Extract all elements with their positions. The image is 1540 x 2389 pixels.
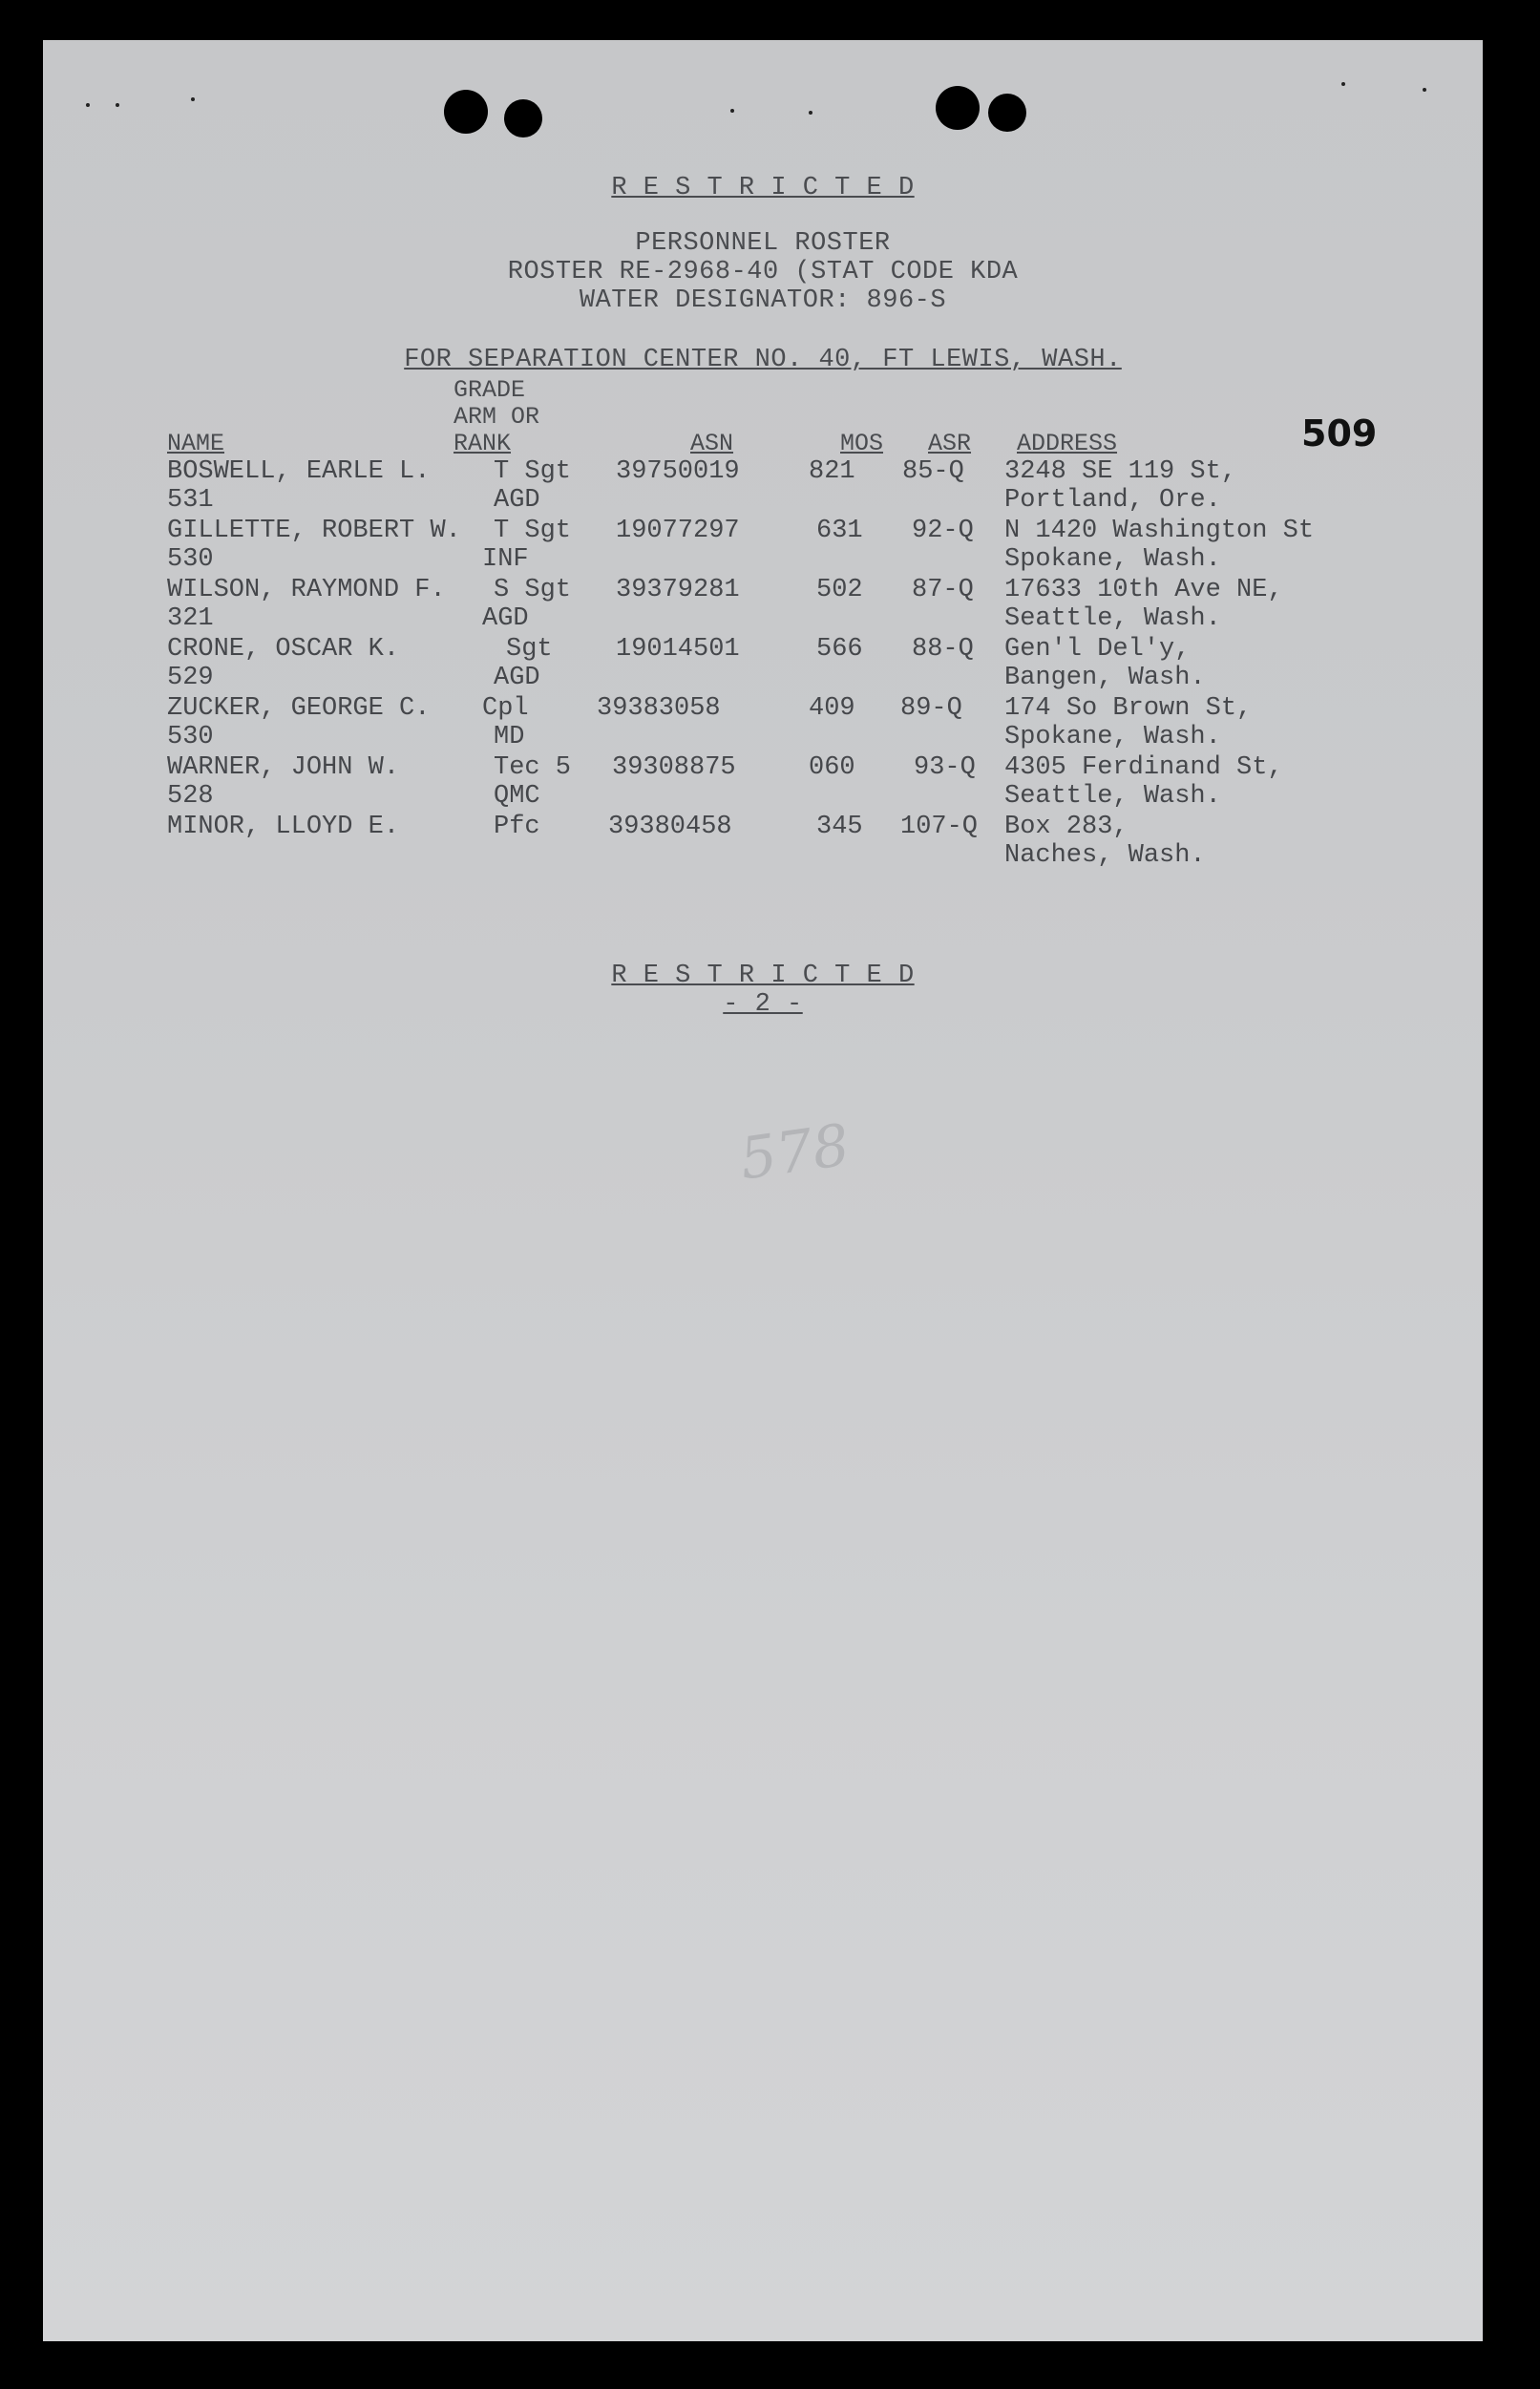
cell-sub: 530 [167, 723, 214, 751]
col-name: NAME [167, 430, 225, 457]
cell-arm: AGD [494, 664, 540, 692]
cell-asn: 39383058 [597, 694, 721, 723]
page-stamp-number: 509 [1301, 412, 1378, 455]
cell-rank: Sgt [506, 635, 553, 664]
cell-sub: 530 [167, 545, 214, 574]
cell-name: ZUCKER, GEORGE C. [167, 694, 431, 723]
table-row [43, 813, 1483, 872]
punch-hole-left-2 [504, 99, 542, 137]
cell-address-2: Bangen, Wash. [1004, 664, 1206, 692]
cell-name: GILLETTE, ROBERT W. [167, 517, 461, 545]
cell-mos: 409 [809, 694, 855, 723]
cell-rank: Tec 5 [494, 753, 572, 782]
cell-address-2: Portland, Ore. [1004, 486, 1221, 515]
speck [86, 103, 90, 107]
cell-address-1: Gen'l Del'y, [1004, 635, 1191, 664]
cell-address-1: 174 So Brown St, [1004, 694, 1253, 723]
cell-arm: MD [494, 723, 525, 751]
roster-code: ROSTER RE-2968-40 (STAT CODE KDA [507, 258, 1019, 286]
cell-asn: 39750019 [616, 457, 740, 486]
table-row [43, 753, 1483, 813]
cell-rank: S Sgt [494, 576, 572, 604]
cell-arm: QMC [494, 782, 540, 811]
cell-address-2: Seattle, Wash. [1004, 604, 1221, 633]
cell-mos: 060 [809, 753, 855, 782]
speck [1423, 88, 1426, 92]
page-number: - 2 - [723, 990, 803, 1019]
cell-sub: 529 [167, 664, 214, 692]
cell-sub: 321 [167, 604, 214, 633]
cell-asn: 39380458 [608, 813, 732, 841]
table-row [43, 457, 1483, 517]
cell-address-2: Naches, Wash. [1004, 841, 1206, 870]
table-row [43, 576, 1483, 635]
col-address: ADDRESS [1017, 430, 1118, 457]
table-row [43, 694, 1483, 753]
cell-address-1: 17633 10th Ave NE, [1004, 576, 1283, 604]
roster-title: PERSONNEL ROSTER [635, 229, 891, 258]
cell-address-1: 4305 Ferdinand St, [1004, 753, 1283, 782]
table-row [43, 635, 1483, 694]
col-grade-2: ARM OR [454, 403, 540, 431]
cell-asn: 39379281 [616, 576, 740, 604]
cell-asn: 39308875 [612, 753, 736, 782]
restricted-heading-top: R E S T R I C T E D [611, 174, 915, 202]
cell-address-2: Spokane, Wash. [1004, 723, 1221, 751]
punch-hole-right-1 [936, 86, 980, 130]
speck [730, 109, 734, 113]
speck [1341, 82, 1345, 86]
speck [116, 103, 119, 107]
cell-mos: 631 [816, 517, 863, 545]
cell-asr: 107-Q [900, 813, 979, 841]
col-grade-3: RANK [454, 430, 512, 457]
cell-asr: 87-Q [912, 576, 974, 604]
col-asn: ASN [690, 430, 734, 457]
col-mos: MOS [840, 430, 884, 457]
separation-center: FOR SEPARATION CENTER NO. 40, FT LEWIS, WASH. [404, 346, 1122, 374]
col-asr: ASR [928, 430, 972, 457]
speck [809, 111, 812, 115]
cell-name: WILSON, RAYMOND F. [167, 576, 446, 604]
cell-arm: AGD [482, 604, 529, 633]
cell-rank: T Sgt [494, 457, 572, 486]
cell-asr: 88-Q [912, 635, 974, 664]
cell-asn: 19014501 [616, 635, 740, 664]
cell-arm: AGD [494, 486, 540, 515]
cell-asr: 85-Q [902, 457, 964, 486]
cell-asr: 89-Q [900, 694, 962, 723]
cell-sub: 531 [167, 486, 214, 515]
cell-arm: INF [482, 545, 529, 574]
table-row [43, 517, 1483, 576]
cell-mos: 345 [816, 813, 863, 841]
cell-address-2: Spokane, Wash. [1004, 545, 1221, 574]
cell-sub: 528 [167, 782, 214, 811]
cell-mos: 821 [809, 457, 855, 486]
punch-hole-right-2 [988, 94, 1026, 132]
cell-address-1: 3248 SE 119 St, [1004, 457, 1237, 486]
restricted-heading-bottom: R E S T R I C T E D [611, 962, 915, 990]
cell-rank: Pfc [494, 813, 540, 841]
cell-name: MINOR, LLOYD E. [167, 813, 400, 841]
cell-asn: 19077297 [616, 517, 740, 545]
document-page [43, 40, 1483, 2341]
cell-address-1: N 1420 Washington St [1004, 517, 1315, 545]
cell-asr: 92-Q [912, 517, 974, 545]
cell-rank: T Sgt [494, 517, 572, 545]
cell-rank: Cpl [482, 694, 529, 723]
punch-hole-left-1 [444, 90, 488, 134]
cell-address-1: Box 283, [1004, 813, 1129, 841]
binder-clip-mark [754, 2360, 832, 2389]
col-grade-1: GRADE [454, 376, 526, 404]
pencil-annotation: 578 [735, 1111, 854, 1194]
water-designator: WATER DESIGNATOR: 896-S [579, 286, 947, 315]
cell-mos: 566 [816, 635, 863, 664]
speck [191, 97, 195, 101]
cell-name: BOSWELL, EARLE L. [167, 457, 431, 486]
cell-address-2: Seattle, Wash. [1004, 782, 1221, 811]
cell-name: WARNER, JOHN W. [167, 753, 400, 782]
cell-asr: 93-Q [914, 753, 976, 782]
cell-mos: 502 [816, 576, 863, 604]
cell-name: CRONE, OSCAR K. [167, 635, 400, 664]
